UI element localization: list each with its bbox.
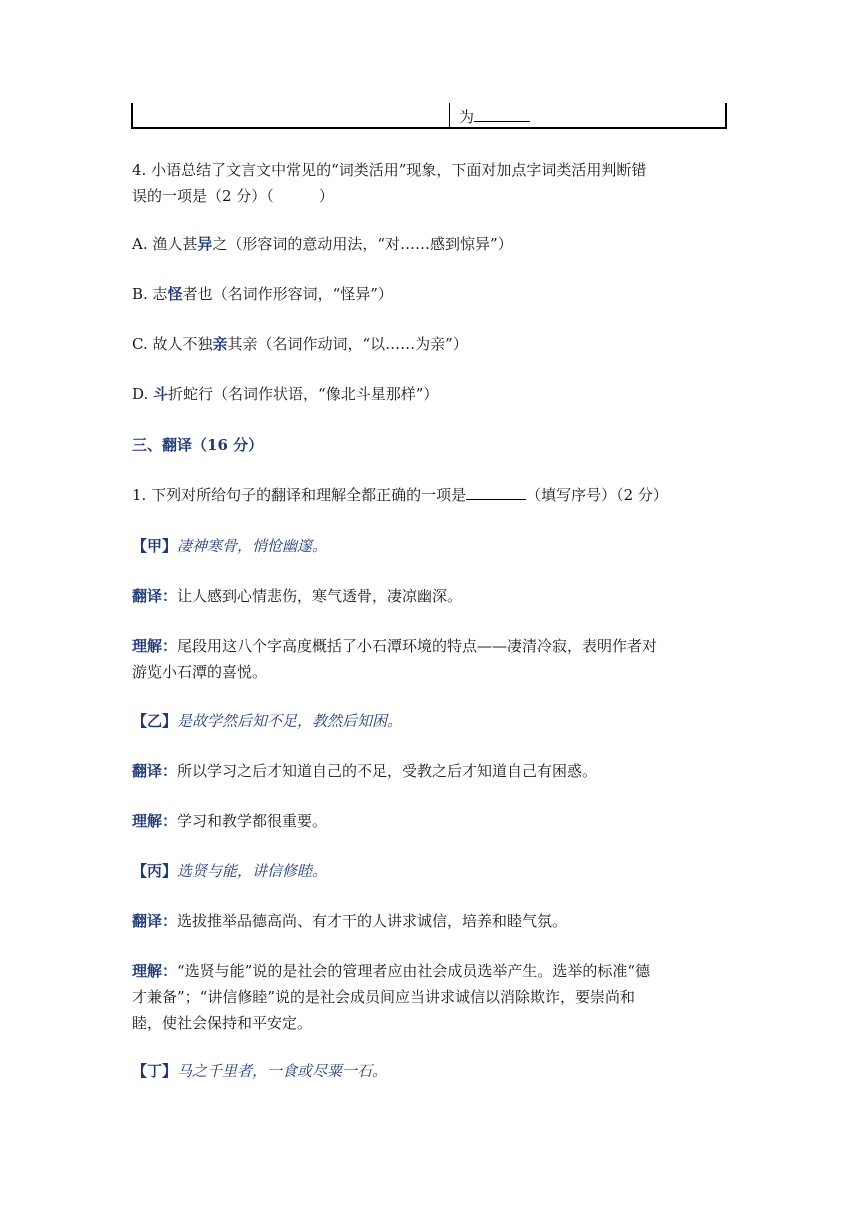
table-divider xyxy=(449,103,450,129)
item-jia-understanding-line1: 尾段用这八个字高度概括了小石潭环境的特点——凄清冷寂，表明作者对 xyxy=(177,637,658,655)
item-jia-understanding-line2: 游览小石潭的喜悦。 xyxy=(132,663,268,681)
option-a-post: 之（形容词的意动用法，“对……感到惊异”） xyxy=(212,235,513,253)
item-bing-sentence xyxy=(132,858,732,884)
question-1-stem-pre: 1. 下列对所给句子的翻译和理解全都正确的一项是 xyxy=(132,486,467,504)
option-a xyxy=(132,231,732,257)
table-cell-text: 为 xyxy=(459,108,475,126)
option-b-keyword: 怪 xyxy=(167,285,183,303)
translation-label: 翻译： xyxy=(132,762,178,780)
item-yi-text: 是故学然后知不足，教然后知困。 xyxy=(177,712,403,730)
answer-blank[interactable] xyxy=(474,107,530,122)
option-a-keyword: 异 xyxy=(197,235,213,253)
option-a-pre: A. 渔人甚 xyxy=(132,235,198,253)
understanding-label: 理解： xyxy=(132,637,178,655)
item-bing-understanding-line3: 睦，使社会保持和平安定。 xyxy=(132,1014,313,1032)
option-d-keyword: 斗 xyxy=(153,385,169,403)
item-jia-translation-text: 让人感到心情悲伤，寒气透骨，凄凉幽深。 xyxy=(177,587,463,605)
table-border-left xyxy=(131,103,133,129)
option-c xyxy=(132,331,732,357)
item-yi-tag: 【乙】 xyxy=(132,712,178,730)
question-1-stem-post: （填写序号）（2 分） xyxy=(526,486,668,504)
table-border-bottom xyxy=(131,127,727,129)
option-b-pre: B. 志 xyxy=(132,285,168,303)
item-yi-understanding xyxy=(132,808,732,834)
option-d-pre: D. xyxy=(132,385,154,403)
option-b xyxy=(132,281,732,307)
item-jia-sentence xyxy=(132,533,732,559)
answer-blank-q1[interactable] xyxy=(466,485,526,500)
item-bing-translation-text: 选拔推举品德高尚、有才干的人讲求诚信，培养和睦气氛。 xyxy=(177,912,568,930)
table-border-right xyxy=(725,103,727,129)
item-yi-translation xyxy=(132,758,732,784)
section-heading: 三、翻译（16 分） xyxy=(132,436,264,454)
option-d-post: 折蛇行（名词作状语，“像北斗星那样”） xyxy=(168,385,439,403)
item-ding-tag: 【丁】 xyxy=(132,1062,178,1080)
table-cell xyxy=(459,106,530,127)
item-jia-text: 凄神寒骨，悄怆幽邃。 xyxy=(177,537,328,555)
item-bing-understanding-line2: 才兼备”；“讲信修睦”说的是社会成员间应当讲求诚信以消除欺诈，要崇尚和 xyxy=(132,988,636,1006)
item-yi-translation-text: 所以学习之后才知道自己的不足，受教之后才知道自己有困惑。 xyxy=(177,762,598,780)
table-fragment xyxy=(131,103,727,129)
option-c-post: 其亲（名词作动词，“以……为亲”） xyxy=(227,335,468,353)
item-jia-translation xyxy=(132,583,732,609)
item-ding-sentence xyxy=(132,1058,732,1084)
question-4-stem-line2: 误的一项是（2 分）（ ） xyxy=(132,187,334,205)
item-jia-understanding xyxy=(132,633,732,685)
option-b-post: 者也（名词作形容词，“怪异”） xyxy=(182,285,393,303)
understanding-label: 理解： xyxy=(132,812,178,830)
option-c-pre: C. 故人不独 xyxy=(132,335,213,353)
question-4-stem-line1: 4. 小语总结了文言文中常见的“词类活用”现象，下面对加点字词类活用判断错 xyxy=(132,161,647,179)
item-bing-translation xyxy=(132,908,732,934)
item-yi-understanding-line1: 学习和教学都很重要。 xyxy=(177,812,328,830)
translation-label: 翻译： xyxy=(132,912,178,930)
question-4-stem xyxy=(132,157,732,209)
item-jia-tag: 【甲】 xyxy=(132,537,178,555)
item-ding-text: 马之千里者，一食或尽粟一石。 xyxy=(177,1062,388,1080)
translation-label: 翻译： xyxy=(132,587,178,605)
item-bing-text: 选贤与能，讲信修睦。 xyxy=(177,862,328,880)
option-c-keyword: 亲 xyxy=(212,335,228,353)
item-bing-understanding xyxy=(132,958,732,1036)
item-bing-understanding-line1: “选贤与能”说的是社会的管理者应由社会成员选举产生。选举的标准“德 xyxy=(177,962,651,980)
item-yi-sentence xyxy=(132,708,732,734)
question-1-stem xyxy=(132,482,732,508)
item-bing-tag: 【丙】 xyxy=(132,862,178,880)
option-d xyxy=(132,381,732,407)
understanding-label: 理解： xyxy=(132,962,178,980)
